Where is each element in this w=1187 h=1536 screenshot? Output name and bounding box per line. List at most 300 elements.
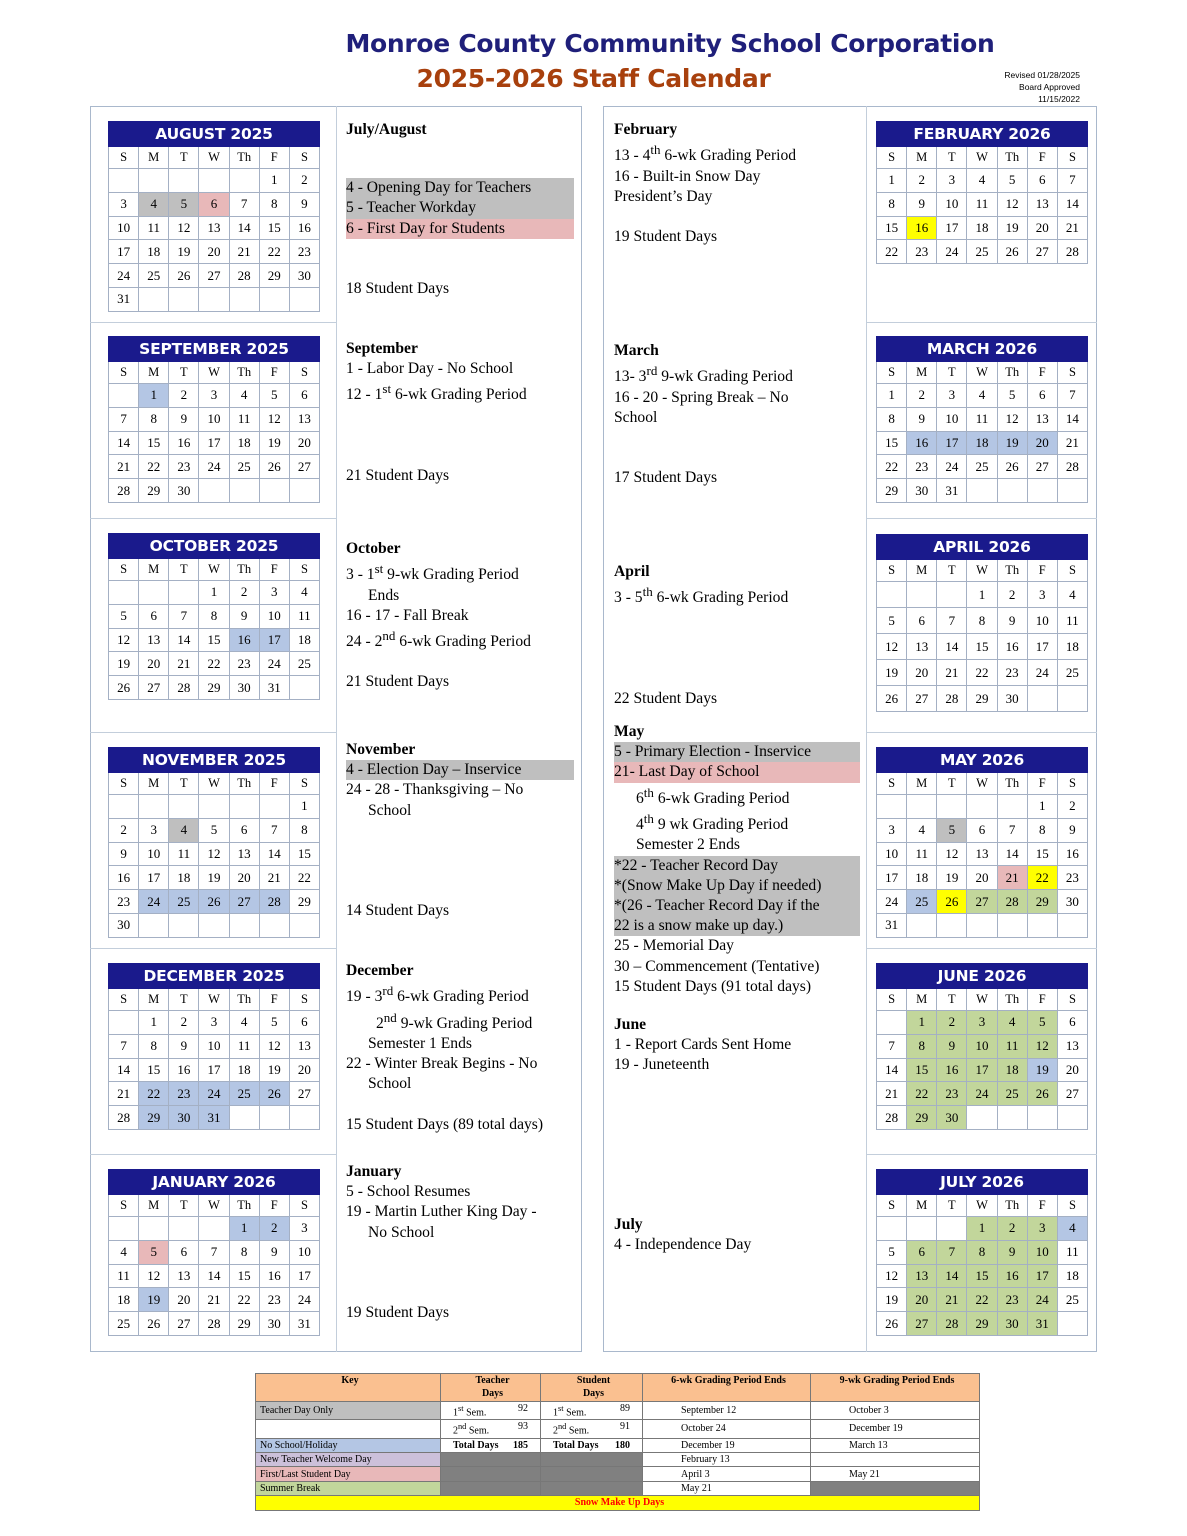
weekday-label: Th [997, 1195, 1027, 1217]
day-cell: 4 [1057, 1217, 1087, 1241]
day-cell: 24 [877, 890, 907, 914]
weekday-label: Th [229, 989, 259, 1011]
day-cell: 18 [967, 431, 997, 455]
day-cell: 5 [259, 1011, 289, 1035]
day-cell: 16 [1057, 842, 1087, 866]
day-cell [109, 384, 139, 408]
calendar-may [876, 747, 1088, 938]
month-title: NOVEMBER 2025 [109, 748, 320, 773]
weekday-label: S [289, 989, 319, 1011]
day-cell: 10 [967, 1034, 997, 1058]
day-cell: 2 [907, 384, 937, 408]
day-cell [229, 169, 259, 193]
notes-apr: April 3 - 5th 6-wk Grading Period 22 Student Days [614, 562, 842, 709]
day-cell: 23 [259, 1288, 289, 1312]
weekday-label: T [937, 1195, 967, 1217]
day-cell: 30 [229, 676, 259, 700]
day-cell: 23 [1057, 866, 1087, 890]
day-cell: 10 [1027, 1240, 1057, 1264]
day-cell [109, 169, 139, 193]
day-cell: 22 [199, 652, 229, 676]
day-cell: 18 [967, 216, 997, 240]
day-cell: 18 [907, 866, 937, 890]
day-cell [937, 582, 967, 608]
day-cell: 7 [1057, 384, 1087, 408]
day-cell: 10 [289, 1240, 319, 1264]
day-cell [139, 581, 169, 605]
day-cell: 29 [229, 1312, 259, 1336]
weekday-label: F [1027, 560, 1057, 582]
day-cell: 11 [229, 407, 259, 431]
weekday-label: F [259, 773, 289, 795]
day-cell: 29 [1027, 890, 1057, 914]
day-cell: 15 [229, 1264, 259, 1288]
day-cell: 4 [907, 818, 937, 842]
day-cell: 24 [1027, 660, 1057, 686]
day-cell: 26 [259, 455, 289, 479]
day-cell: 9 [997, 1240, 1027, 1264]
header-subtitle: 2025-2026 Staff Calendar [416, 64, 771, 93]
day-cell: 23 [169, 1082, 199, 1106]
day-cell: 11 [229, 1034, 259, 1058]
day-cell: 17 [937, 216, 967, 240]
calendar-mar [876, 336, 1088, 503]
day-cell: 31 [877, 913, 907, 937]
day-cell: 18 [229, 431, 259, 455]
day-cell: 27 [1027, 455, 1057, 479]
day-cell: 21 [877, 1082, 907, 1106]
day-cell: 12 [109, 628, 139, 652]
day-cell: 22 [229, 1288, 259, 1312]
day-cell: 17 [199, 1058, 229, 1082]
day-cell: 27 [139, 676, 169, 700]
day-cell [1057, 1106, 1087, 1130]
day-cell: 24 [937, 455, 967, 479]
day-cell: 28 [109, 479, 139, 503]
day-cell: 6 [169, 1240, 199, 1264]
day-cell: 24 [139, 890, 169, 914]
day-cell: 11 [1057, 608, 1087, 634]
weekday-label: S [1057, 147, 1087, 169]
day-cell: 13 [1027, 407, 1057, 431]
day-cell: 26 [1027, 1082, 1057, 1106]
weekday-label: W [199, 147, 229, 169]
day-cell: 20 [1057, 1058, 1087, 1082]
month-title: DECEMBER 2025 [109, 964, 320, 989]
day-cell: 24 [967, 1082, 997, 1106]
day-cell: 22 [1027, 866, 1057, 890]
day-cell: 13 [229, 842, 259, 866]
day-cell: 9 [229, 604, 259, 628]
day-cell: 8 [1027, 818, 1057, 842]
weekday-label: F [1027, 362, 1057, 384]
day-cell: 6 [907, 1240, 937, 1264]
day-cell: 24 [937, 240, 967, 264]
weekday-label: T [169, 773, 199, 795]
day-cell: 30 [907, 479, 937, 503]
day-cell: 6 [139, 604, 169, 628]
day-cell: 15 [967, 1264, 997, 1288]
header-title: Monroe County Community School Corporation [345, 29, 995, 58]
day-cell: 12 [937, 842, 967, 866]
day-cell: 19 [259, 1058, 289, 1082]
day-cell: 21 [1057, 431, 1087, 455]
day-cell [907, 582, 937, 608]
notes-mar: March 13- 3rd 9-wk Grading Period 16 - 20 - Spring Break – No School 17 Student Days [614, 341, 842, 488]
day-cell [877, 1011, 907, 1035]
month-title: AUGUST 2025 [109, 122, 320, 147]
day-cell: 9 [907, 407, 937, 431]
weekday-label: T [937, 147, 967, 169]
weekday-label: S [289, 773, 319, 795]
day-cell: 9 [997, 608, 1027, 634]
day-cell: 3 [109, 192, 139, 216]
weekday-label: T [169, 147, 199, 169]
day-cell [1027, 479, 1057, 503]
day-cell: 4 [967, 384, 997, 408]
weekday-label: W [199, 1195, 229, 1217]
day-cell [877, 795, 907, 819]
weekday-label: S [109, 559, 139, 581]
day-cell: 16 [229, 628, 259, 652]
day-cell: 13 [289, 1034, 319, 1058]
right-divider [866, 106, 867, 1352]
day-cell [967, 795, 997, 819]
day-cell [139, 1217, 169, 1241]
day-cell: 20 [1027, 216, 1057, 240]
day-cell: 2 [907, 169, 937, 193]
day-cell: 29 [289, 890, 319, 914]
day-cell: 6 [229, 818, 259, 842]
day-cell: 14 [937, 634, 967, 660]
day-cell: 19 [997, 431, 1027, 455]
day-cell: 23 [289, 240, 319, 264]
day-cell: 6 [1057, 1011, 1087, 1035]
day-cell [289, 287, 319, 311]
day-cell: 25 [109, 1312, 139, 1336]
day-cell: 21 [997, 866, 1027, 890]
calendar-oct [108, 533, 320, 700]
day-cell: 12 [139, 1264, 169, 1288]
day-cell: 2 [259, 1217, 289, 1241]
notes-jun: June 1 - Report Cards Sent Home 19 - Juneteenth [614, 1016, 792, 1074]
day-cell [259, 1106, 289, 1130]
weekday-label: M [907, 989, 937, 1011]
weekday-label: W [967, 1195, 997, 1217]
day-cell: 25 [997, 1082, 1027, 1106]
day-cell: 11 [289, 604, 319, 628]
calendar-dec [108, 963, 320, 1130]
day-cell: 22 [877, 240, 907, 264]
weekday-label: W [199, 989, 229, 1011]
day-cell: 26 [997, 240, 1027, 264]
day-cell: 13 [907, 634, 937, 660]
key-new-teacher: New Teacher Welcome Day [256, 1453, 441, 1467]
day-cell [169, 1217, 199, 1241]
day-cell: 1 [967, 1217, 997, 1241]
day-cell [199, 287, 229, 311]
day-cell [229, 479, 259, 503]
day-cell: 5 [877, 608, 907, 634]
row-separator [866, 1154, 1097, 1155]
day-cell: 25 [289, 652, 319, 676]
day-cell: 24 [259, 652, 289, 676]
day-cell: 16 [169, 1058, 199, 1082]
day-cell: 16 [997, 634, 1027, 660]
day-cell: 14 [169, 628, 199, 652]
day-cell: 27 [1027, 240, 1057, 264]
weekday-label: M [139, 989, 169, 1011]
weekday-label: W [199, 362, 229, 384]
weekday-label: S [289, 559, 319, 581]
day-cell: 23 [907, 240, 937, 264]
day-cell: 29 [259, 264, 289, 288]
weekday-label: M [907, 362, 937, 384]
row-separator [866, 518, 1097, 519]
day-cell: 8 [229, 1240, 259, 1264]
day-cell: 9 [907, 192, 937, 216]
day-cell: 30 [169, 1106, 199, 1130]
day-cell: 6 [907, 608, 937, 634]
day-cell: 10 [1027, 608, 1057, 634]
day-cell: 14 [109, 431, 139, 455]
weekday-label: T [937, 362, 967, 384]
day-cell [1057, 479, 1087, 503]
day-cell: 7 [937, 608, 967, 634]
day-cell: 25 [1057, 1288, 1087, 1312]
day-cell: 7 [169, 604, 199, 628]
month-title: JULY 2026 [877, 1170, 1088, 1195]
day-cell: 25 [967, 240, 997, 264]
day-cell: 13 [169, 1264, 199, 1288]
day-cell: 19 [937, 866, 967, 890]
student-days: 19 Student Days [614, 228, 718, 245]
day-cell: 18 [1057, 1264, 1087, 1288]
day-cell: 18 [229, 1058, 259, 1082]
day-cell: 15 [199, 628, 229, 652]
day-cell: 10 [139, 842, 169, 866]
day-cell: 30 [997, 1312, 1027, 1336]
weekday-label: Th [229, 147, 259, 169]
day-cell: 7 [109, 407, 139, 431]
weekday-label: F [259, 147, 289, 169]
day-cell: 4 [997, 1011, 1027, 1035]
day-cell: 7 [199, 1240, 229, 1264]
day-cell: 31 [199, 1106, 229, 1130]
day-cell: 15 [877, 431, 907, 455]
day-cell: 19 [877, 1288, 907, 1312]
month-title: JUNE 2026 [877, 964, 1088, 989]
day-cell: 16 [937, 1058, 967, 1082]
day-cell: 27 [229, 890, 259, 914]
day-cell: 12 [199, 842, 229, 866]
day-cell: 26 [937, 890, 967, 914]
notes-sep: September 1 - Labor Day - No School 12 - 1st 6-wk Grading Period 21 Student Days [346, 339, 574, 486]
day-cell [967, 913, 997, 937]
day-cell: 4 [229, 1011, 259, 1035]
notes-jan: January 5 - School Resumes 19 - Martin Luther King Day - No School 19 Student Days [346, 1162, 574, 1323]
day-cell: 24 [109, 264, 139, 288]
calendar-jan [108, 1169, 320, 1336]
student-days: 19 Student Days [346, 1303, 450, 1321]
day-cell: 17 [1027, 1264, 1057, 1288]
key-header: Key [256, 1374, 441, 1402]
weekday-label: S [1057, 773, 1087, 795]
student-days: 15 Student Days (89 total days) [346, 1115, 544, 1133]
day-cell: 10 [199, 1034, 229, 1058]
day-cell: 31 [1027, 1312, 1057, 1336]
day-cell: 2 [937, 1011, 967, 1035]
weekday-label: M [907, 773, 937, 795]
day-cell: 4 [169, 818, 199, 842]
day-cell: 19 [139, 1288, 169, 1312]
day-cell: 9 [169, 407, 199, 431]
day-cell: 30 [169, 479, 199, 503]
day-cell [907, 795, 937, 819]
day-cell: 31 [937, 479, 967, 503]
day-cell: 24 [1027, 1288, 1057, 1312]
notes-aug: July/August 4 - Opening Day for Teachers 5 - Teacher Workday 6 - First Day for Students 18 Student Days [346, 120, 574, 299]
weekday-label: Th [997, 989, 1027, 1011]
day-cell: 14 [937, 1264, 967, 1288]
month-title: MARCH 2026 [877, 337, 1088, 362]
note-line: 6 - First Day for Students [346, 219, 574, 239]
day-cell [997, 1106, 1027, 1130]
day-cell: 3 [1027, 1217, 1057, 1241]
day-cell [289, 479, 319, 503]
day-cell: 16 [907, 216, 937, 240]
day-cell: 13 [199, 216, 229, 240]
day-cell: 18 [169, 866, 199, 890]
day-cell [229, 795, 259, 819]
nine-wk-header: 9-wk Grading Period Ends [811, 1374, 980, 1402]
weekday-label: M [139, 1195, 169, 1217]
month-title: OCTOBER 2025 [109, 534, 320, 559]
day-cell: 26 [259, 1082, 289, 1106]
row-separator [866, 948, 1097, 949]
day-cell: 12 [259, 407, 289, 431]
day-cell: 29 [199, 676, 229, 700]
day-cell: 25 [907, 890, 937, 914]
day-cell: 8 [139, 1034, 169, 1058]
day-cell: 27 [169, 1312, 199, 1336]
day-cell: 2 [109, 818, 139, 842]
day-cell: 14 [997, 842, 1027, 866]
key-no-school: No School/Holiday [256, 1438, 441, 1452]
weekday-label: M [907, 560, 937, 582]
weekday-label: S [877, 362, 907, 384]
day-cell: 27 [967, 890, 997, 914]
weekday-label: M [139, 773, 169, 795]
weekday-label: S [109, 147, 139, 169]
weekday-label: W [967, 362, 997, 384]
row-separator [90, 948, 337, 949]
weekday-label: W [967, 560, 997, 582]
day-cell: 2 [1057, 795, 1087, 819]
day-cell: 31 [109, 287, 139, 311]
day-cell: 11 [169, 842, 199, 866]
day-cell: 30 [937, 1106, 967, 1130]
day-cell: 28 [109, 1106, 139, 1130]
day-cell: 4 [1057, 582, 1087, 608]
day-cell: 10 [199, 407, 229, 431]
day-cell: 12 [997, 192, 1027, 216]
day-cell: 19 [109, 652, 139, 676]
day-cell: 23 [229, 652, 259, 676]
day-cell: 28 [259, 890, 289, 914]
weekday-label: Th [229, 559, 259, 581]
day-cell [1057, 913, 1087, 937]
day-cell: 4 [967, 169, 997, 193]
day-cell: 4 [109, 1240, 139, 1264]
student-days: 21 Student Days [346, 466, 450, 484]
day-cell: 8 [967, 1240, 997, 1264]
day-cell [199, 795, 229, 819]
day-cell: 16 [109, 866, 139, 890]
day-cell: 5 [877, 1240, 907, 1264]
day-cell: 12 [259, 1034, 289, 1058]
day-cell: 19 [169, 240, 199, 264]
day-cell: 11 [967, 407, 997, 431]
day-cell: 6 [1027, 384, 1057, 408]
teacher-days-header: Teacher Days [441, 1374, 541, 1402]
day-cell: 3 [199, 384, 229, 408]
day-cell: 23 [907, 455, 937, 479]
weekday-label: F [1027, 147, 1057, 169]
day-cell: 17 [1027, 634, 1057, 660]
day-cell [1027, 1106, 1057, 1130]
weekday-label: T [169, 989, 199, 1011]
day-cell: 27 [907, 1312, 937, 1336]
calendar-sep [108, 336, 320, 503]
weekday-label: Th [229, 773, 259, 795]
day-cell: 7 [259, 818, 289, 842]
weekday-label: T [169, 559, 199, 581]
day-cell: 25 [139, 264, 169, 288]
day-cell: 17 [109, 240, 139, 264]
day-cell: 29 [139, 479, 169, 503]
day-cell: 22 [289, 866, 319, 890]
day-cell [1057, 1312, 1087, 1336]
day-cell [229, 913, 259, 937]
day-cell: 23 [997, 1288, 1027, 1312]
day-cell: 14 [1057, 192, 1087, 216]
notes-oct: October 3 - 1st 9-wk Grading Period Ends 16 - 17 - Fall Break 24 - 2nd 6-wk Grading Period 21 Student Days [346, 539, 574, 693]
day-cell: 9 [937, 1034, 967, 1058]
day-cell: 15 [967, 634, 997, 660]
day-cell: 1 [229, 1217, 259, 1241]
day-cell: 7 [937, 1240, 967, 1264]
day-cell: 27 [907, 686, 937, 712]
day-cell: 20 [1027, 431, 1057, 455]
day-cell: 3 [1027, 582, 1057, 608]
day-cell: 25 [967, 455, 997, 479]
day-cell: 24 [199, 1082, 229, 1106]
day-cell: 29 [967, 686, 997, 712]
day-cell: 29 [139, 1106, 169, 1130]
day-cell: 31 [289, 1312, 319, 1336]
day-cell: 21 [937, 1288, 967, 1312]
day-cell: 4 [289, 581, 319, 605]
day-cell: 6 [199, 192, 229, 216]
note-line: 5 - Teacher Workday [346, 198, 574, 218]
day-cell: 2 [289, 169, 319, 193]
day-cell: 5 [259, 384, 289, 408]
day-cell: 1 [139, 384, 169, 408]
day-cell: 28 [229, 264, 259, 288]
day-cell: 20 [967, 866, 997, 890]
day-cell: 13 [289, 407, 319, 431]
